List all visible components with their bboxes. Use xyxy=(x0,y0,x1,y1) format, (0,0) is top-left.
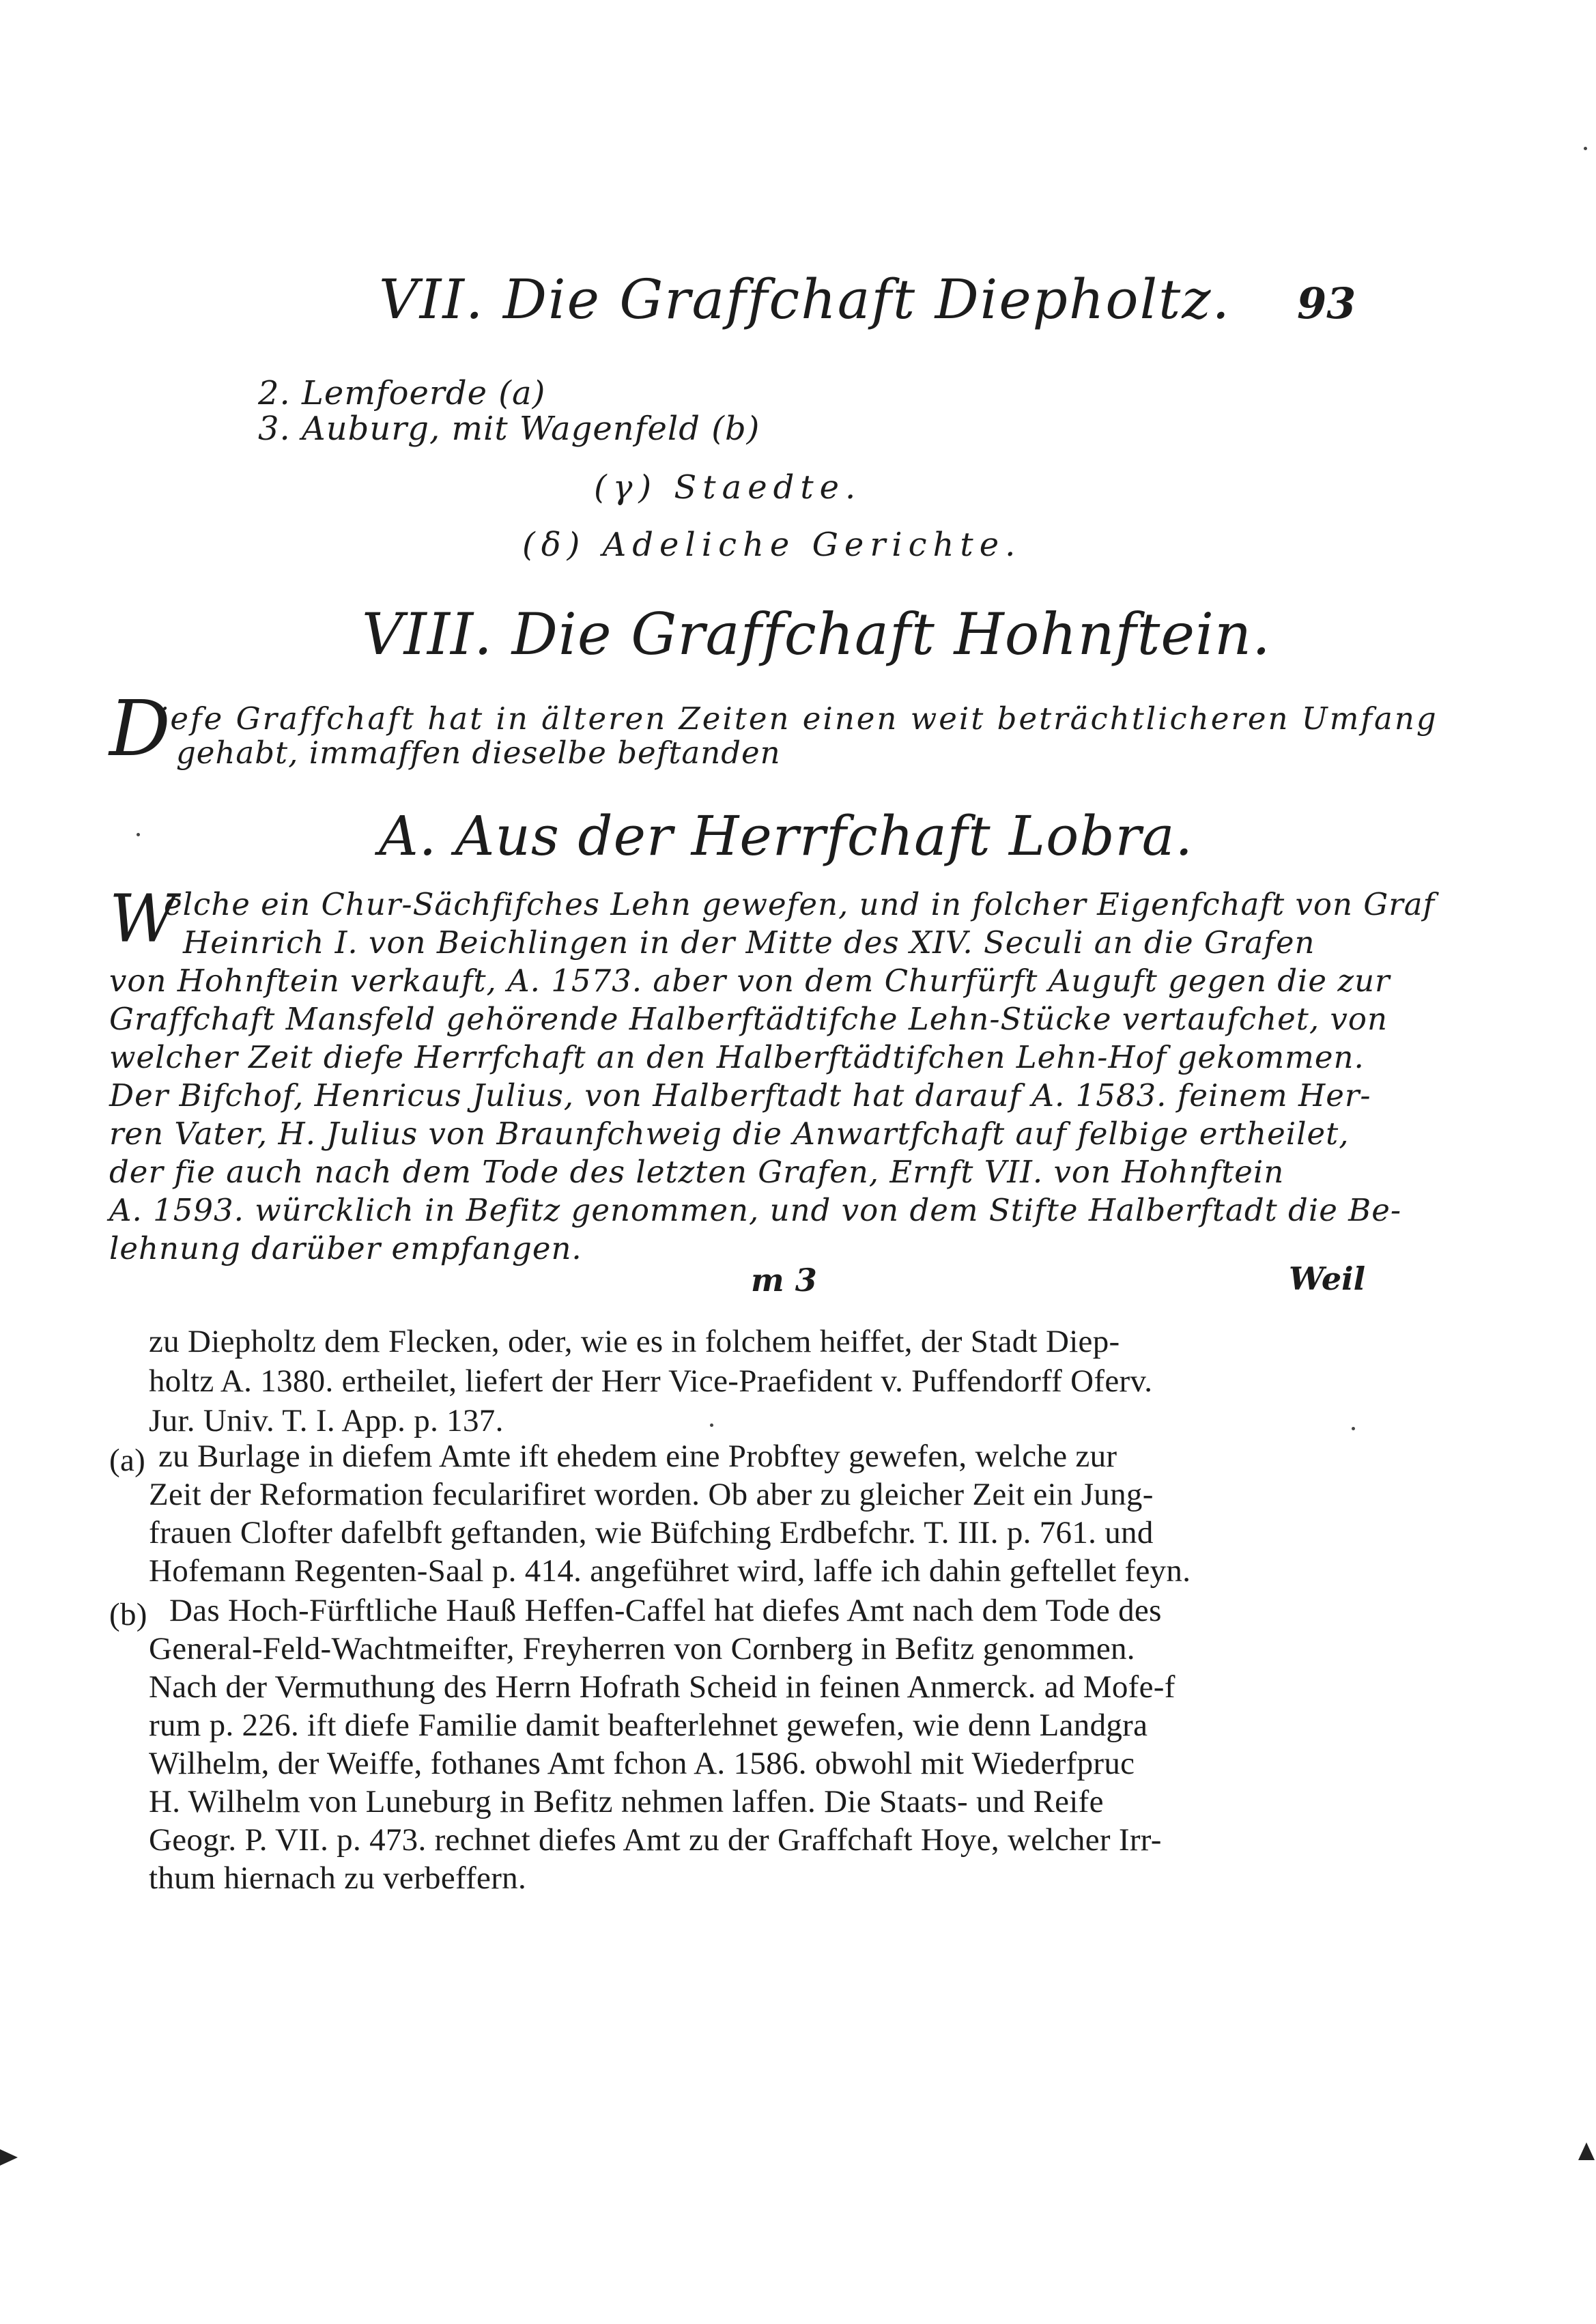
scan-speck xyxy=(710,1423,713,1427)
body-line: von Hohnftein verkauft, A. 1573. aber von dem Churfürft Auguft gegen die zur xyxy=(109,963,1391,999)
footnote-line: H. Wilhelm von Luneburg in Befitz nehmen laffen. Die Staats- und Reife xyxy=(149,1784,1104,1819)
scan-speck xyxy=(1352,1427,1355,1430)
scan-speck xyxy=(1584,147,1587,150)
subsection-title: A. Aus der Herrfchaft Lobra. xyxy=(379,804,1193,868)
footnote-line: zu Burlage in diefem Amte ift ehedem eine Probftey gewefen, welche zur xyxy=(158,1439,1117,1474)
section-title: VIII. Die Graffchaft Hohnftein. xyxy=(362,601,1271,668)
footnote-line: holtz A. 1380. ertheilet, liefert der Herr Vice-Praefident v. Puffendorff Oferv. xyxy=(149,1363,1153,1399)
footnote-line: Hofemann Regenten-Saal p. 414. angeführet wird, laffe ich dahin geftellet feyn. xyxy=(149,1553,1191,1589)
catchword: Weil xyxy=(1289,1260,1366,1297)
footnote-marker-b: (b) xyxy=(109,1597,147,1632)
scan-edge-mark xyxy=(1578,2142,1595,2160)
body-line: ren Vater, H. Julius von Braunfchweig die Anwartfchaft auf felbige ertheilet, xyxy=(109,1116,1350,1152)
dropcap: D xyxy=(109,685,171,774)
footnote-line: General-Feld-Wachtmeifter, Freyherren von Cornberg in Befitz genommen. xyxy=(149,1631,1135,1667)
list-item: 3. Auburg, mit Wagenfeld (b) xyxy=(258,410,760,448)
dropcap: W xyxy=(109,881,177,957)
running-head: VII. Die Graffchaft Diepholtz. xyxy=(379,268,1231,331)
footnote-line: zu Diepholtz dem Flecken, oder, wie es in folchem heiffet, der Stadt Diep- xyxy=(149,1324,1120,1359)
list-item: 2. Lemfoerde (a) xyxy=(258,374,546,412)
body-line: lehnung darüber empfangen. xyxy=(109,1230,582,1266)
footnote-line: thum hiernach zu verbeffern. xyxy=(149,1860,527,1896)
subhead-adeliche-gerichte: (δ) Adeliche Gerichte. xyxy=(522,526,1022,564)
intro-line: iefe Graffchaft hat in älteren Zeiten einen weit beträchtlicheren Umfang xyxy=(158,700,1438,737)
footnote-line: Zeit der Reformation fecularifiret worden. Ob aber zu gleicher Zeit ein Jung- xyxy=(149,1477,1154,1512)
footnote-line: Jur. Univ. T. I. App. p. 137. xyxy=(149,1403,504,1439)
page-number: 93 xyxy=(1297,279,1356,328)
body-line: Der Bifchof, Henricus Julius, von Halberftadt hat darauf A. 1583. feinem Her- xyxy=(109,1077,1371,1114)
body-line: der fie auch nach dem Tode des letzten Grafen, Ernft VII. von Hohnftein xyxy=(109,1154,1285,1190)
body-line: A. 1593. würcklich in Befitz genommen, und von dem Stifte Halberftadt die Be- xyxy=(109,1192,1402,1228)
footnote-line: Wilhelm, der Weiffe, fothanes Amt fchon A. 1586. obwohl mit Wiederfpruc xyxy=(149,1746,1135,1781)
body-line: Heinrich I. von Beichlingen in der Mitte des XIV. Seculi an die Grafen xyxy=(183,924,1315,961)
scan-edge-mark xyxy=(0,2149,18,2166)
intro-line: gehabt, immaffen dieselbe beftanden xyxy=(176,735,781,771)
footnote-line: Das Hoch-Fürftliche Hauß Heffen-Caffel hat diefes Amt nach dem Tode des xyxy=(169,1593,1162,1628)
footnote-marker-a: (a) xyxy=(109,1443,146,1478)
body-line: welcher Zeit diefe Herrfchaft an den Halberftädtifchen Lehn-Hof gekommen. xyxy=(109,1039,1365,1075)
footnote-line: Geogr. P. VII. p. 473. rechnet diefes Amt zu der Graffchaft Hoye, welcher Irr- xyxy=(149,1822,1162,1858)
footnote-line: frauen Clofter dafelbft geftanden, wie Büfching Erdbefchr. T. III. p. 761. und xyxy=(149,1515,1154,1550)
body-line: elche ein Chur-Sächfifches Lehn gewefen, und in folcher Eigenfchaft von Graf xyxy=(164,886,1436,922)
scan-speck xyxy=(137,833,140,836)
footnote-line: Nach der Vermuthung des Herrn Hofrath Scheid in feinen Anmerck. ad Mofe-f xyxy=(149,1669,1175,1705)
subhead-staedte: (γ) Staedte. xyxy=(594,468,862,507)
signature-mark: m 3 xyxy=(751,1262,817,1299)
body-line: Graffchaft Mansfeld gehörende Halberftädtifche Lehn-Stücke vertaufchet, von xyxy=(109,1001,1388,1037)
footnote-line: rum p. 226. ift diefe Familie damit beafterlehnet gewefen, wie denn Landgra xyxy=(149,1707,1148,1743)
